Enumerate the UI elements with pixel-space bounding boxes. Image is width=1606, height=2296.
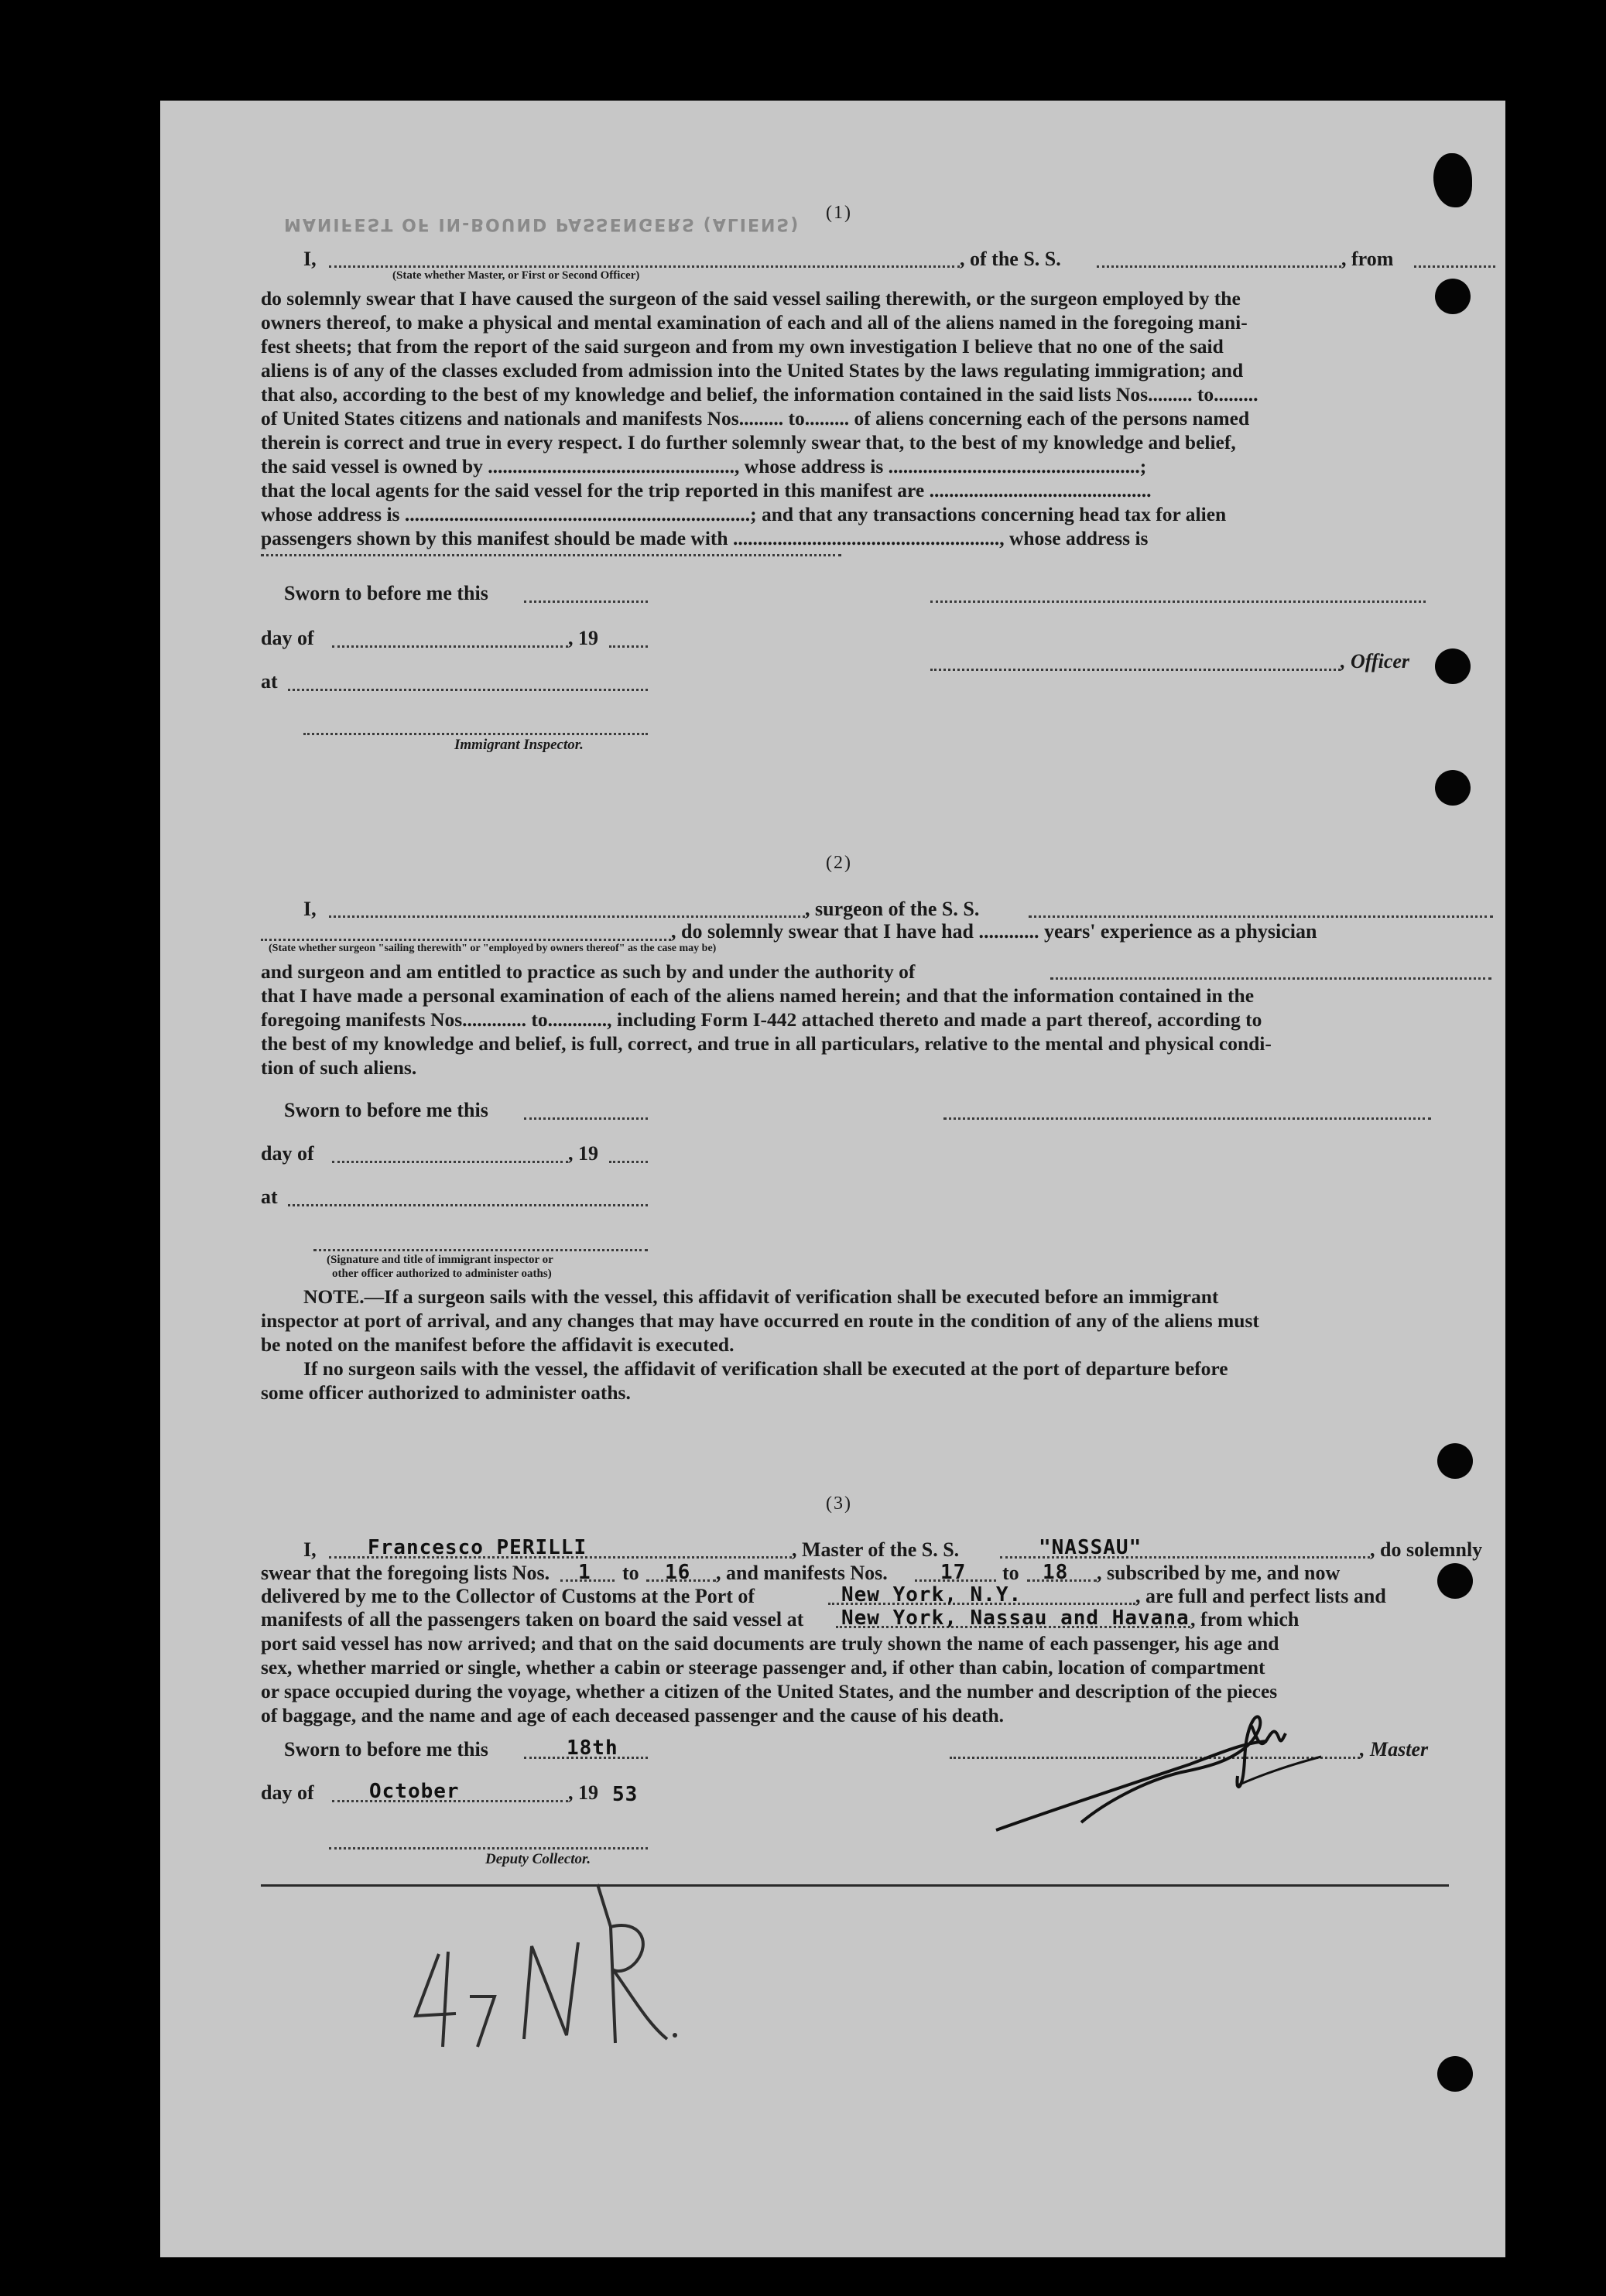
s1-i-label: I,	[303, 248, 317, 270]
s1-year-label: , 19	[568, 627, 598, 649]
master-signature-scribble	[988, 1695, 1329, 1849]
s3-to-label-2: to	[1002, 1562, 1019, 1584]
s3-month-value[interactable]: October	[369, 1780, 460, 1803]
s1-line: that also, according to the best of my knowledge and belief, the information contained in the said lists Nos......... to.........	[261, 383, 1258, 405]
s1-line: of United States citizens and nationals and manifests Nos......... to......... of aliens concerning each of the persons named	[261, 407, 1250, 429]
s2-sig-note-1: (Signature and title of immigrant inspector or	[327, 1254, 553, 1266]
s2-authority-field[interactable]	[1050, 977, 1491, 980]
s1-from-field[interactable]	[1414, 265, 1495, 268]
s3-to-label-1: to	[622, 1562, 639, 1584]
s3-year-label: , 19	[568, 1781, 598, 1804]
s1-vessel-field[interactable]	[1097, 265, 1341, 268]
s1-sworn-right-field[interactable]	[930, 601, 1426, 603]
s2-surgeon-name-field[interactable]	[329, 915, 805, 918]
s3-manifests-from-value[interactable]: 17	[940, 1561, 967, 1584]
s3-deputy-caption: Deputy Collector.	[485, 1851, 591, 1867]
s1-at-label: at	[261, 670, 278, 693]
s2-note-line: If no surgeon sails with the vessel, the affidavit of verification shall be executed at the port of departure before	[303, 1357, 1228, 1380]
s1-line: passengers shown by this manifest should be made with ......................................................, whose address is	[261, 527, 1149, 549]
s2-note-line: some officer authorized to administer oaths.	[261, 1381, 631, 1404]
s3-lists-from-value[interactable]: 1	[578, 1561, 591, 1584]
s1-officer-field[interactable]	[329, 265, 960, 268]
section-2-number: (2)	[826, 853, 852, 873]
s2-surgeon-label: , surgeon of the S. S.	[805, 898, 980, 920]
s1-state-note: (State whether Master, or First or Second Officer)	[392, 269, 640, 282]
s3-line: sex, whether married or single, whether a cabin or steerage passenger and, if other than cabin, location of compartment	[261, 1656, 1265, 1678]
s1-sworn-label: Sworn to before me this	[284, 582, 488, 604]
s3-manifests-all-label: manifests of all the passengers taken on board the said vessel at	[261, 1608, 804, 1630]
s3-delivered-label: delivered by me to the Collector of Customs at the Port of	[261, 1585, 755, 1607]
s1-line: therein is correct and true in every respect. I do further solemnly swear that, to the best of my knowledge and belief,	[261, 431, 1236, 453]
s1-officer-signature-field[interactable]	[930, 669, 1341, 671]
s2-line: the best of my knowledge and belief, is full, correct, and true in all particulars, relative to the mental and physical condi-	[261, 1032, 1272, 1055]
handwritten-note	[408, 1880, 687, 2058]
s1-day-of-label: day of	[261, 627, 314, 649]
s3-year-value[interactable]: 53	[612, 1783, 639, 1806]
binder-hole	[1437, 2056, 1473, 2092]
s2-note-paragraph	[261, 1285, 1499, 1405]
s3-sworn-label: Sworn to before me this	[284, 1738, 488, 1760]
s3-manifests-to-value[interactable]: 18	[1043, 1561, 1069, 1584]
s2-at-label: at	[261, 1186, 278, 1208]
s2-line2: , do solemnly swear that I have had ............ years' experience as a physician	[671, 920, 1317, 943]
s3-ports-value[interactable]: New York, Nassau and Havana	[841, 1607, 1190, 1630]
s3-swear-label: swear that the foregoing lists Nos.	[261, 1562, 550, 1584]
s3-line: or space occupied during the voyage, whether a citizen of the United States, and the number and description of the pieces	[261, 1680, 1278, 1702]
s2-line: foregoing manifests Nos............. to............, including Form I-442 attached thereto and made a part thereof, according to	[261, 1008, 1262, 1031]
s2-sworn-field[interactable]	[524, 1117, 648, 1120]
s1-line: aliens is of any of the classes excluded from admission into the United States by the laws regulating immigration; and	[261, 359, 1244, 382]
s2-day-field[interactable]	[332, 1161, 568, 1163]
s1-oath-paragraph	[261, 286, 1499, 550]
s2-sworn-label: Sworn to before me this	[284, 1099, 488, 1121]
s2-inspector-signature-field[interactable]	[313, 1249, 648, 1251]
header-bleed-text: MANIFEST OF IN-BOUND PASSENGERS (ALIENS)	[284, 214, 800, 234]
s1-year-field[interactable]	[609, 645, 648, 648]
s1-address-continuation-field[interactable]	[261, 554, 841, 556]
s1-sworn-field[interactable]	[524, 601, 648, 603]
s2-line: that I have made a personal examination of each of the aliens named herein; and that the information contained in the	[261, 984, 1255, 1007]
s3-line: port said vessel has now arrived; and that on the said documents are truly shown the name of each passenger, his age and	[261, 1632, 1279, 1654]
s3-solemnly-label: , do solemnly	[1370, 1538, 1483, 1561]
s2-at-field[interactable]	[288, 1204, 648, 1206]
s3-from-which-label: , from which	[1190, 1608, 1300, 1630]
binder-hole	[1437, 1563, 1473, 1599]
s3-ship-name-value[interactable]: "NASSAU"	[1039, 1536, 1142, 1559]
s1-inspector-caption: Immigrant Inspector.	[454, 737, 584, 753]
s3-lists-to-value[interactable]: 16	[665, 1561, 691, 1584]
s3-day-of-label: day of	[261, 1781, 314, 1804]
s1-line: that the local agents for the said vessel for the trip reported in this manifest are .............................................	[261, 479, 1152, 501]
s3-are-full-label: , are full and perfect lists and	[1135, 1585, 1386, 1607]
s1-officer-label: , Officer	[1341, 650, 1410, 672]
s1-from-label: , from	[1341, 248, 1394, 270]
binder-hole	[1437, 1443, 1473, 1479]
s2-vessel-field[interactable]	[1029, 915, 1493, 918]
s1-line: fest sheets; that from the report of the said surgeon and from my own investigation I believe that no one of the said	[261, 335, 1224, 358]
s3-port-value[interactable]: New York, N.Y.	[841, 1583, 1022, 1607]
s1-day-field[interactable]	[332, 645, 568, 648]
s2-note-line: be noted on the manifest before the affidavit is executed.	[261, 1333, 735, 1356]
s1-line: whose address is ......................................................................; and that any transactions concerning head tax for alien	[261, 503, 1227, 525]
s1-at-field[interactable]	[288, 689, 648, 691]
s2-surgeon-signature-field[interactable]	[943, 1117, 1431, 1120]
binder-hole	[1435, 648, 1471, 684]
s3-manifests-label: , and manifests Nos.	[716, 1562, 888, 1584]
binder-hole	[1435, 279, 1471, 314]
s3-master-label: , Master of the S. S.	[792, 1538, 960, 1561]
s2-line: tion of such aliens.	[261, 1056, 417, 1079]
s2-day-of-label: day of	[261, 1142, 314, 1165]
s2-note-line: NOTE.—If a surgeon sails with the vessel, this affidavit of verification shall be executed before an immigrant	[303, 1285, 1219, 1308]
s3-i-label: I,	[303, 1538, 317, 1561]
section-1-number: (1)	[826, 203, 852, 223]
s3-line: of baggage, and the name and age of each deceased passenger and the cause of his death.	[261, 1704, 1005, 1726]
s2-line: and surgeon and am entitled to practice as such by and under the authority of	[261, 960, 916, 983]
binder-hole-torn	[1433, 153, 1472, 207]
s2-year-field[interactable]	[609, 1161, 648, 1163]
s3-deputy-signature-field[interactable]	[329, 1847, 648, 1849]
s2-state-note: (State whether surgeon "sailing therewith" or "employed by owners thereof" as the case may be)	[269, 943, 717, 954]
s3-master-name-value[interactable]: Francesco PERILLI	[368, 1536, 587, 1559]
s2-sig-note-2: other officer authorized to administer oaths)	[332, 1268, 552, 1280]
s1-of-ss-label: , of the S. S.	[960, 248, 1061, 270]
s1-inspector-signature-field[interactable]	[303, 733, 648, 735]
s1-line: owners thereof, to make a physical and mental examination of each and all of the aliens named in the foregoing mani-	[261, 311, 1248, 334]
s1-line: the said vessel is owned by .................................................., whose address is ...................................................;	[261, 455, 1147, 477]
s3-master-caption: , Master	[1360, 1738, 1429, 1760]
s3-sworn-day-value[interactable]: 18th	[567, 1737, 618, 1760]
document-page	[160, 101, 1505, 2257]
binder-hole	[1435, 770, 1471, 806]
s2-year-label: , 19	[568, 1142, 598, 1165]
s2-note-line: inspector at port of arrival, and any changes that may have occurred en route in the condition of any of the aliens must	[261, 1309, 1259, 1332]
s2-i-label: I,	[303, 898, 317, 920]
section-3-number: (3)	[826, 1494, 852, 1514]
s2-sailing-status-field[interactable]	[261, 939, 671, 941]
s1-line: do solemnly swear that I have caused the surgeon of the said vessel sailing therewith, or the surgeon employed by the	[261, 287, 1241, 310]
s3-subscribed-label: , subscribed by me, and now	[1097, 1562, 1341, 1584]
